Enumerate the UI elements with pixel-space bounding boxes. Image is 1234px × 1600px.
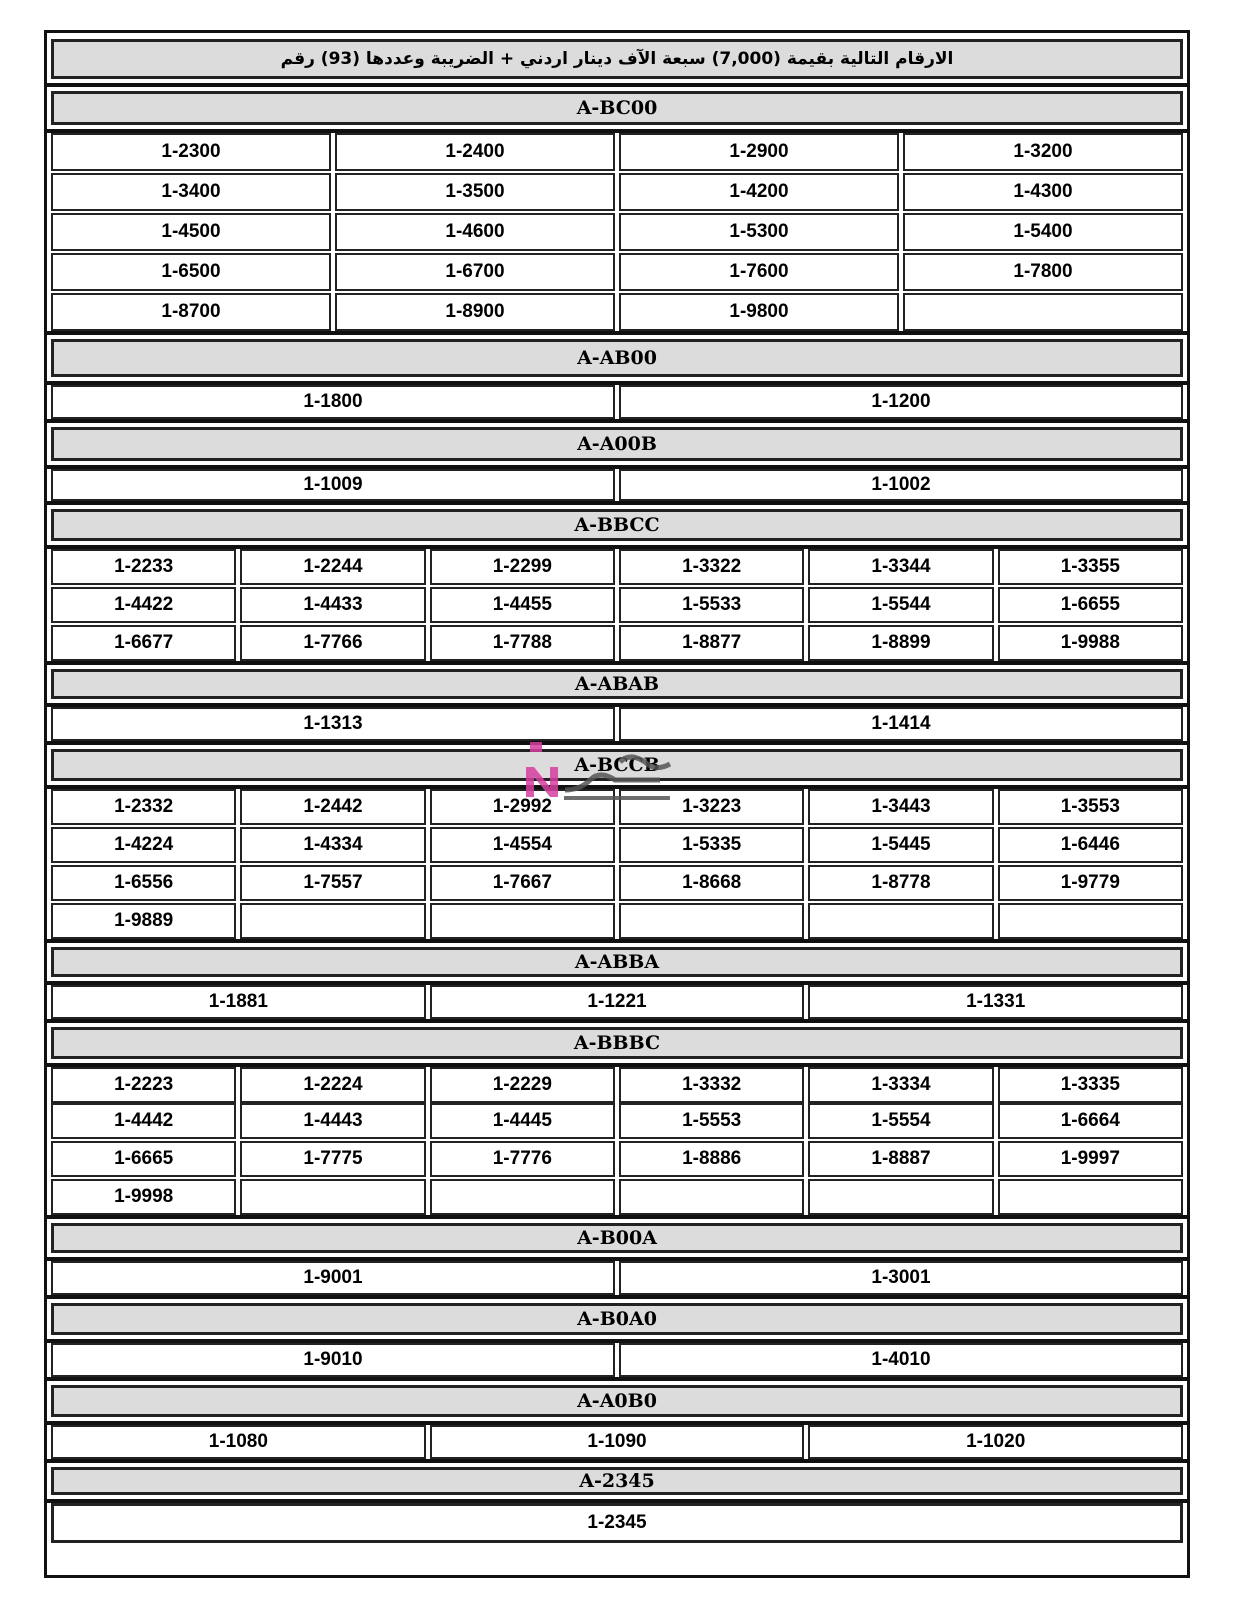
plate-number: 1-2299 xyxy=(492,556,552,577)
plate-number-cell xyxy=(619,865,804,901)
plate-number: 1-8886 xyxy=(682,1148,742,1169)
plate-number-row xyxy=(47,1141,1187,1177)
plate-number: 1-3223 xyxy=(682,796,742,817)
plate-number-cell xyxy=(51,1103,236,1139)
plate-number: 1-1090 xyxy=(587,1431,647,1452)
plate-number: 1-4554 xyxy=(492,834,552,855)
section-code: A-BCCB xyxy=(574,754,660,776)
plate-number-cell xyxy=(430,625,615,661)
plate-number: 1-8900 xyxy=(445,301,505,322)
section-header-box xyxy=(51,427,1183,461)
plate-number-cell xyxy=(240,827,425,863)
section-header-box xyxy=(51,1303,1183,1335)
plate-number: 1-5445 xyxy=(871,834,931,855)
plate-number: 1-4443 xyxy=(303,1110,363,1131)
plate-number: 1-2223 xyxy=(114,1074,174,1095)
empty-cell xyxy=(619,903,804,939)
plate-number-cell xyxy=(808,985,1183,1019)
plate-number: 1-5335 xyxy=(682,834,742,855)
plate-number-cell xyxy=(808,1141,993,1177)
plate-number-cell xyxy=(51,1141,236,1177)
empty-cell xyxy=(998,903,1183,939)
plate-number-cell xyxy=(998,1141,1183,1177)
plate-number: 1-9800 xyxy=(729,301,789,322)
section-header xyxy=(47,1019,1187,1067)
empty-cell xyxy=(240,1179,425,1215)
plate-number: 1-6677 xyxy=(114,632,174,653)
section-code: A-ABAB xyxy=(574,673,660,695)
plate-number-cell xyxy=(240,865,425,901)
empty-cell xyxy=(240,903,425,939)
plate-number: 1-9998 xyxy=(114,1186,174,1207)
plate-number-cell xyxy=(903,213,1183,251)
section-code: A-B0A0 xyxy=(577,1308,657,1330)
section-header xyxy=(47,1295,1187,1343)
plate-number: 1-5554 xyxy=(871,1110,931,1131)
plate-number: 1-9001 xyxy=(303,1267,363,1288)
empty-cell xyxy=(619,1179,804,1215)
plate-number: 1-2900 xyxy=(729,141,789,162)
plate-number-cell xyxy=(51,625,236,661)
section-header xyxy=(47,939,1187,985)
plate-number: 1-8887 xyxy=(871,1148,931,1169)
plate-number: 1-7557 xyxy=(303,872,363,893)
plate-number: 1-3001 xyxy=(871,1267,931,1288)
plate-number-row xyxy=(47,1179,1187,1215)
plate-number-cell xyxy=(619,707,1183,741)
section-code: A-B00A xyxy=(577,1227,657,1249)
plate-number-cell xyxy=(240,549,425,585)
section-header xyxy=(47,331,1187,385)
plate-number-row xyxy=(47,549,1187,585)
plate-number-cell xyxy=(51,1179,236,1215)
plate-number: 1-2442 xyxy=(303,796,363,817)
plate-number-cell xyxy=(51,985,426,1019)
plate-number-cell xyxy=(240,789,425,825)
plate-number-cell xyxy=(619,1261,1183,1295)
plate-number-cell xyxy=(430,985,805,1019)
plate-number-cell xyxy=(998,587,1183,623)
plate-number-row xyxy=(47,903,1187,939)
plate-number-cell xyxy=(430,865,615,901)
plate-number: 1-6446 xyxy=(1060,834,1120,855)
plate-number: 1-2224 xyxy=(303,1074,363,1095)
plate-number: 1-6500 xyxy=(161,261,221,282)
plate-number-cell xyxy=(51,1343,615,1377)
watermark-script-icon xyxy=(565,757,670,790)
plate-number-cell xyxy=(619,253,899,291)
plate-number-row xyxy=(47,1067,1187,1103)
section-header-box xyxy=(51,509,1183,541)
plate-number-row xyxy=(47,1103,1187,1139)
plate-number-cell xyxy=(430,827,615,863)
plate-number-cell xyxy=(430,587,615,623)
section-header-box xyxy=(51,1467,1183,1495)
plate-number-cell xyxy=(808,789,993,825)
plate-number: 1-3200 xyxy=(1013,141,1073,162)
plate-number-cell xyxy=(808,1067,993,1103)
plate-number-cell xyxy=(430,1103,615,1139)
plate-number: 1-3500 xyxy=(445,181,505,202)
section-header-box xyxy=(51,339,1183,377)
plate-number-cell xyxy=(51,1425,426,1459)
plate-number-cell xyxy=(619,173,899,211)
section-header xyxy=(47,83,1187,133)
plate-number-cell xyxy=(808,827,993,863)
plate-number-cell xyxy=(998,1067,1183,1103)
plate-number: 1-2244 xyxy=(303,556,363,577)
plate-number: 1-2332 xyxy=(114,796,174,817)
plate-number-cell xyxy=(808,865,993,901)
plate-number: 1-6556 xyxy=(114,872,174,893)
plate-number: 1-2345 xyxy=(587,1512,647,1533)
plate-number: 1-7776 xyxy=(492,1148,552,1169)
plate-number: 1-7667 xyxy=(492,872,552,893)
plate-number-row xyxy=(47,469,1187,501)
plate-number: 1-3344 xyxy=(871,556,931,577)
plate-number-cell xyxy=(51,133,331,171)
plate-number-cell xyxy=(808,1425,1183,1459)
plate-number: 1-5544 xyxy=(871,594,931,615)
plate-number-cell xyxy=(619,1343,1183,1377)
plate-number: 1-4422 xyxy=(114,594,174,615)
plate-number-cell xyxy=(430,1141,615,1177)
empty-cell xyxy=(430,1179,615,1215)
plate-number: 1-1002 xyxy=(871,474,931,495)
plate-number: 1-3335 xyxy=(1060,1074,1120,1095)
empty-cell xyxy=(903,293,1183,331)
plate-number-cell xyxy=(808,549,993,585)
plate-number-cell xyxy=(619,549,804,585)
plate-number-row xyxy=(47,213,1187,251)
plate-number: 1-5400 xyxy=(1013,221,1073,242)
plate-number-row xyxy=(47,827,1187,863)
plate-number: 1-2233 xyxy=(114,556,174,577)
plate-number: 1-8668 xyxy=(682,872,742,893)
plate-number-cell xyxy=(240,625,425,661)
plate-number: 1-5533 xyxy=(682,594,742,615)
empty-cell xyxy=(808,903,993,939)
plate-number: 1-1800 xyxy=(303,391,363,412)
plate-number-row xyxy=(47,1343,1187,1377)
plate-number-row xyxy=(47,625,1187,661)
plate-number-cell xyxy=(51,827,236,863)
plate-number: 1-3355 xyxy=(1060,556,1120,577)
plate-number-cell xyxy=(430,549,615,585)
section-header xyxy=(47,501,1187,549)
section-code: A-A00B xyxy=(577,433,657,455)
plate-number: 1-7800 xyxy=(1013,261,1073,282)
sheet-title-bar xyxy=(51,39,1183,79)
plate-number-cell xyxy=(335,253,615,291)
plate-number: 1-2400 xyxy=(445,141,505,162)
plate-number-cell xyxy=(998,827,1183,863)
plate-number: 1-4200 xyxy=(729,181,789,202)
plate-number-row xyxy=(47,865,1187,901)
plate-number-cell xyxy=(619,1103,804,1139)
plate-number: 1-4455 xyxy=(492,594,552,615)
plate-number-row xyxy=(47,985,1187,1019)
plate-number: 1-9010 xyxy=(303,1349,363,1370)
plate-number-cell xyxy=(619,385,1183,419)
plate-number-cell xyxy=(998,865,1183,901)
plate-number: 1-3322 xyxy=(682,556,742,577)
plate-number-cell xyxy=(998,1103,1183,1139)
section-header-box xyxy=(51,1385,1183,1417)
plate-number-cell xyxy=(51,865,236,901)
plate-number-cell xyxy=(51,707,615,741)
plate-number: 1-9779 xyxy=(1060,872,1120,893)
section-code: A-BBCC xyxy=(574,514,660,536)
plate-number: 1-9988 xyxy=(1060,632,1120,653)
plate-number: 1-2300 xyxy=(161,141,221,162)
plate-number-cell xyxy=(240,587,425,623)
plate-number-cell xyxy=(619,625,804,661)
plate-number: 1-1200 xyxy=(871,391,931,412)
plate-number-cell xyxy=(240,1141,425,1177)
plate-number-row xyxy=(47,587,1187,623)
plate-number-cell xyxy=(51,213,331,251)
section-header xyxy=(47,661,1187,707)
plate-number: 1-7766 xyxy=(303,632,363,653)
plate-number-row xyxy=(47,1261,1187,1295)
plate-number: 1-3400 xyxy=(161,181,221,202)
plate-number: 1-3334 xyxy=(871,1074,931,1095)
plate-number-row xyxy=(47,385,1187,419)
empty-cell xyxy=(430,903,615,939)
plate-number-cell xyxy=(51,1261,615,1295)
plate-number: 1-3443 xyxy=(871,796,931,817)
plate-number: 1-7788 xyxy=(492,632,552,653)
plate-number: 1-6664 xyxy=(1060,1110,1120,1131)
plate-number-cell xyxy=(51,789,236,825)
plate-number: 1-3332 xyxy=(682,1074,742,1095)
plate-number: 1-1313 xyxy=(303,713,363,734)
plate-number-cell xyxy=(619,587,804,623)
plate-number: 1-4500 xyxy=(161,221,221,242)
plate-number-cell xyxy=(619,133,899,171)
section-header xyxy=(47,419,1187,469)
plate-number: 1-4600 xyxy=(445,221,505,242)
section-header-box xyxy=(51,1223,1183,1253)
plate-number: 1-2229 xyxy=(492,1074,552,1095)
empty-cell xyxy=(808,1179,993,1215)
plate-number-cell xyxy=(998,789,1183,825)
plate-number: 1-1020 xyxy=(966,1431,1026,1452)
section-header xyxy=(47,1377,1187,1425)
plate-number-cell xyxy=(619,293,899,331)
plate-number: 1-8700 xyxy=(161,301,221,322)
plate-number-row xyxy=(47,173,1187,211)
plate-number: 1-4442 xyxy=(114,1110,174,1131)
plate-number: 1-5300 xyxy=(729,221,789,242)
plate-number-cell xyxy=(619,469,1183,501)
plate-number: 1-4445 xyxy=(492,1110,552,1131)
plate-number-cell xyxy=(51,1067,236,1103)
section-header xyxy=(47,1459,1187,1503)
plate-number: 1-6655 xyxy=(1060,594,1120,615)
plate-number: 1-5553 xyxy=(682,1110,742,1131)
plate-number: 1-9997 xyxy=(1060,1148,1120,1169)
plate-number: 1-7775 xyxy=(303,1148,363,1169)
plate-number-cell xyxy=(903,173,1183,211)
plate-number: 1-6700 xyxy=(445,261,505,282)
plate-number-cell xyxy=(335,133,615,171)
plate-number: 1-4334 xyxy=(303,834,363,855)
plate-number: 1-4224 xyxy=(114,834,174,855)
section-header-box xyxy=(51,1027,1183,1059)
plate-number: 1-2992 xyxy=(492,796,552,817)
plate-number-cell xyxy=(51,549,236,585)
plate-number-cell xyxy=(51,385,615,419)
section-header-box xyxy=(51,947,1183,977)
plate-number-cell xyxy=(808,587,993,623)
plate-number-cell xyxy=(903,133,1183,171)
section-code: A-BBBC xyxy=(573,1032,661,1054)
plate-number-cell xyxy=(808,625,993,661)
section-code: A-ABBA xyxy=(574,951,660,973)
plate-number: 1-1414 xyxy=(871,713,931,734)
plate-number-cell xyxy=(51,587,236,623)
plate-number-cell xyxy=(51,903,236,939)
plate-number-cell xyxy=(430,1425,805,1459)
plate-number: 1-1009 xyxy=(303,474,363,495)
plate-number-cell xyxy=(619,1067,804,1103)
plate-number-cell xyxy=(619,827,804,863)
plate-number: 1-1881 xyxy=(208,991,268,1012)
plate-number-cell xyxy=(998,549,1183,585)
plate-number: 1-8778 xyxy=(871,872,931,893)
plate-number-cell xyxy=(903,253,1183,291)
plate-number-row xyxy=(51,1503,1183,1543)
plate-number-cell xyxy=(619,1141,804,1177)
watermark-logo xyxy=(520,742,680,812)
plate-number: 1-8877 xyxy=(682,632,742,653)
plate-number-row xyxy=(47,293,1187,331)
plate-number: 1-1080 xyxy=(208,1431,268,1452)
plate-number-row xyxy=(47,707,1187,741)
plate-number: 1-1331 xyxy=(966,991,1026,1012)
section-header-box xyxy=(51,91,1183,125)
plate-number-cell xyxy=(240,1067,425,1103)
plate-number-cell xyxy=(51,469,615,501)
plate-number-cell xyxy=(335,213,615,251)
plate-number-cell xyxy=(808,1103,993,1139)
plate-number-cell xyxy=(51,173,331,211)
plate-number: 1-4433 xyxy=(303,594,363,615)
plate-number: 1-4010 xyxy=(871,1349,931,1370)
watermark-n-icon xyxy=(526,767,558,797)
plate-number-row xyxy=(47,253,1187,291)
plate-number-cell xyxy=(335,173,615,211)
plate-number: 1-6665 xyxy=(114,1148,174,1169)
plate-number-cell xyxy=(998,625,1183,661)
empty-cell xyxy=(998,1179,1183,1215)
plate-number-row xyxy=(47,133,1187,171)
plate-number-cell xyxy=(51,253,331,291)
plate-number-cell xyxy=(51,293,331,331)
plate-number: 1-7600 xyxy=(729,261,789,282)
plate-number: 1-8899 xyxy=(871,632,931,653)
plate-number-cell xyxy=(240,1103,425,1139)
plate-number-cell xyxy=(335,293,615,331)
plate-number-cell xyxy=(619,213,899,251)
sheet-title: الارقام التالية بقيمة (7,000) سبعة الآف دينار اردني + الضريبة وعددها (93) رقم xyxy=(280,49,954,69)
plate-number: 1-4300 xyxy=(1013,181,1073,202)
section-code: A-AB00 xyxy=(577,347,657,369)
plate-number-cell xyxy=(430,1067,615,1103)
plate-number: 1-3553 xyxy=(1060,796,1120,817)
section-header-box xyxy=(51,669,1183,699)
plate-number: 1-9889 xyxy=(114,910,174,931)
plate-number-row xyxy=(47,1425,1187,1459)
section-code: A-BC00 xyxy=(576,97,658,119)
section-code: A-2345 xyxy=(579,1470,655,1492)
section-code: A-A0B0 xyxy=(577,1390,657,1412)
watermark-dot-icon xyxy=(530,742,542,752)
section-header xyxy=(47,1215,1187,1261)
plate-number: 1-1221 xyxy=(587,991,647,1012)
